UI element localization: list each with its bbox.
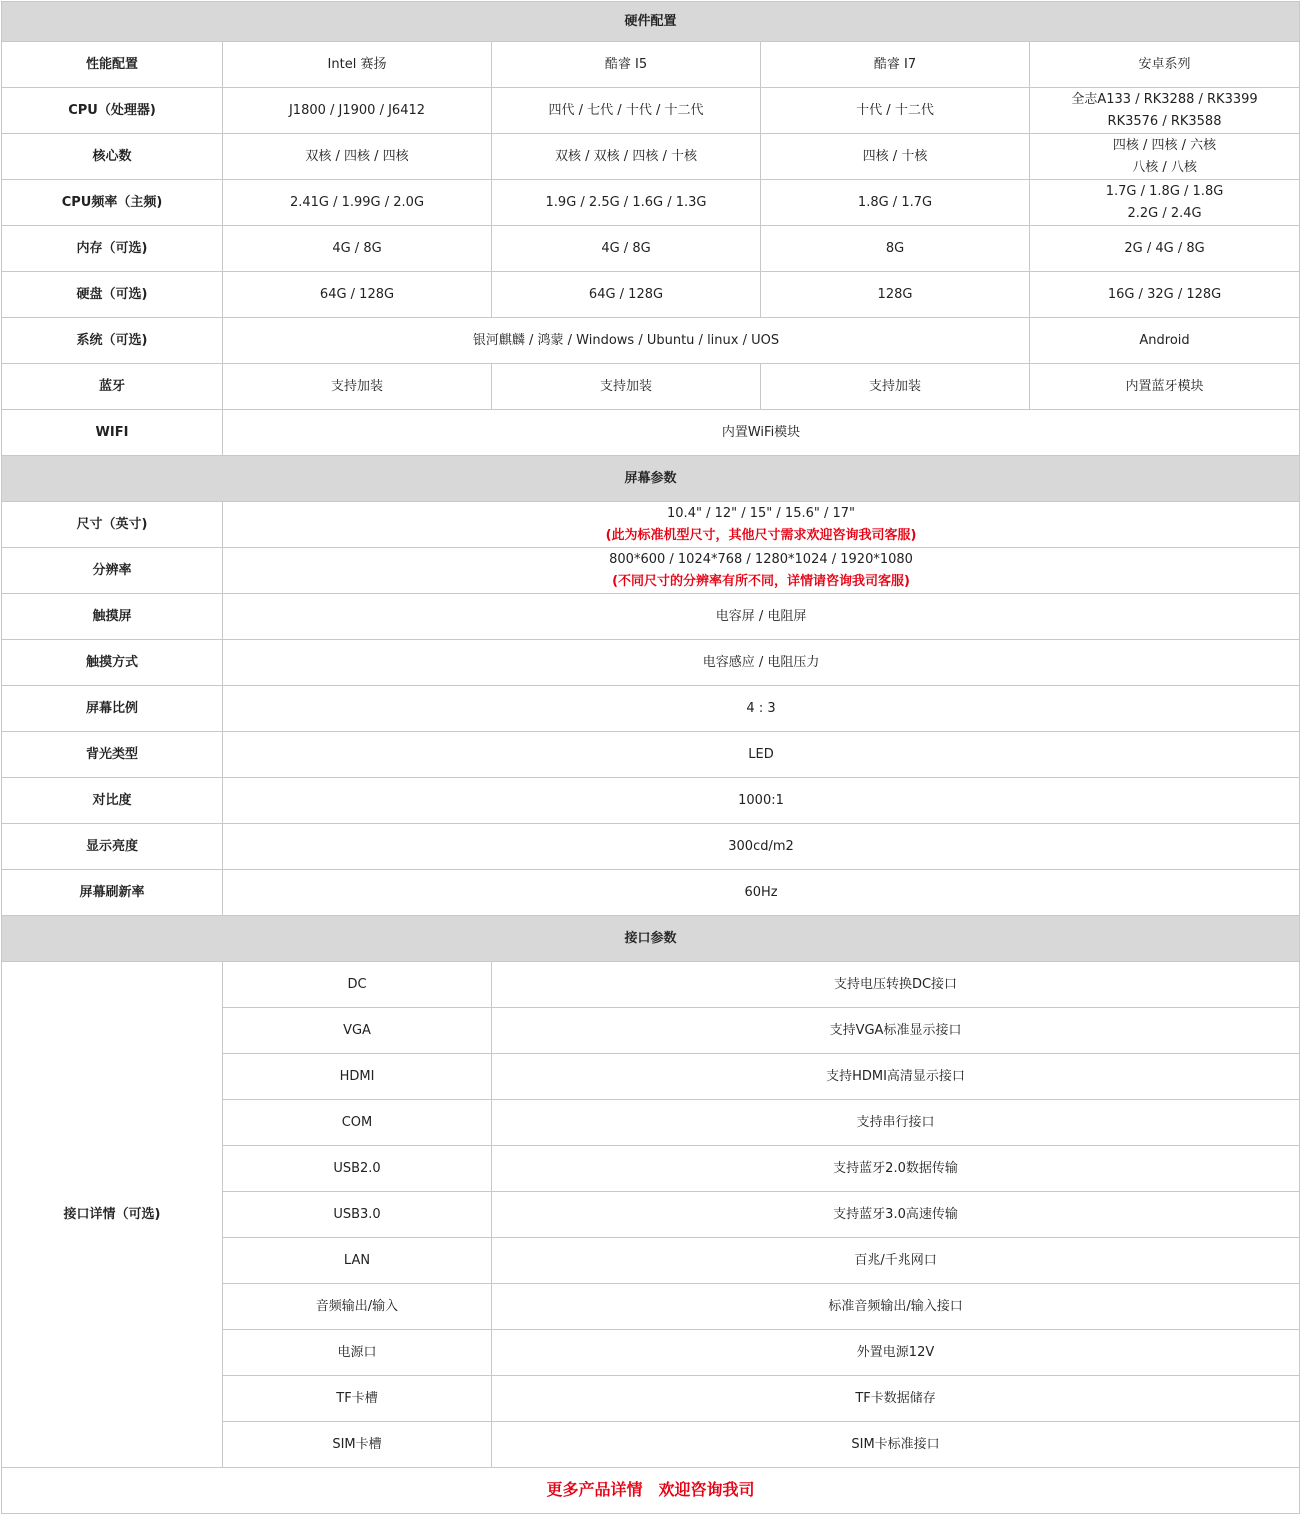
- table-row-brightness: [2, 824, 1300, 870]
- row-label: 蓝牙: [2, 364, 223, 410]
- interface-desc: 支持蓝牙2.0数据传输: [492, 1146, 1300, 1192]
- table-cell: 4 : 3: [223, 686, 1300, 732]
- cell-line: RK3576 / RK3588: [1107, 113, 1222, 129]
- interfaces-group-label: 接口详情（可选): [2, 962, 223, 1468]
- interface-desc: 支持蓝牙3.0高速传输: [492, 1192, 1300, 1238]
- row-label: 系统（可选): [2, 318, 223, 364]
- table-cell: 四核 / 十核: [761, 134, 1030, 180]
- column-header-celeron: Intel 赛扬: [223, 42, 492, 88]
- table-row-os: [2, 318, 1300, 364]
- table-row-contrast: [2, 778, 1300, 824]
- table-row-cpu: [2, 88, 1300, 134]
- resolution-note: (不同尺寸的分辨率有所不同，详情请咨询我司客服): [612, 573, 910, 589]
- row-label: 背光类型: [2, 732, 223, 778]
- table-cell: 电容屏 / 电阻屏: [223, 594, 1300, 640]
- section-title-screen: 屏幕参数: [2, 456, 1300, 502]
- interface-desc: 百兆/千兆网口: [492, 1238, 1300, 1284]
- table-cell: 双核 / 双核 / 四核 / 十核: [492, 134, 761, 180]
- table-cell: 2G / 4G / 8G: [1030, 226, 1300, 272]
- table-cell: 4G / 8G: [492, 226, 761, 272]
- interface-name: LAN: [223, 1238, 492, 1284]
- row-label: 硬盘（可选): [2, 272, 223, 318]
- table-row-memory: [2, 226, 1300, 272]
- table-cell: 2.41G / 1.99G / 2.0G: [223, 180, 492, 226]
- table-cell: 4G / 8G: [223, 226, 492, 272]
- table-row-ratio: [2, 686, 1300, 732]
- section-title-interfaces: 接口参数: [2, 916, 1300, 962]
- table-cell: 16G / 32G / 128G: [1030, 272, 1300, 318]
- row-label: 触摸方式: [2, 640, 223, 686]
- table-cell: 64G / 128G: [223, 272, 492, 318]
- table-row-cores: [2, 134, 1300, 180]
- section-row-hardware: [2, 2, 1300, 42]
- cell-line: 2.2G / 2.4G: [1127, 205, 1202, 221]
- cell-line: 800*600 / 1024*768 / 1280*1024 / 1920*1080: [609, 551, 913, 567]
- row-label: 触摸屏: [2, 594, 223, 640]
- table-row-storage: [2, 272, 1300, 318]
- row-label: CPU频率（主频): [2, 180, 223, 226]
- table-row-header: [2, 42, 1300, 88]
- interface-desc: 外置电源12V: [492, 1330, 1300, 1376]
- table-cell: 300cd/m2: [223, 824, 1300, 870]
- interface-desc: 支持电压转换DC接口: [492, 962, 1300, 1008]
- table-cell: 内置蓝牙模块: [1030, 364, 1300, 410]
- column-header-i7: 酷睿 I7: [761, 42, 1030, 88]
- interface-name: COM: [223, 1100, 492, 1146]
- cell-line: 10.4" / 12" / 15" / 15.6" / 17": [667, 505, 856, 521]
- table-cell: 电容感应 / 电阻压力: [223, 640, 1300, 686]
- row-label: 尺寸（英寸): [2, 502, 223, 548]
- table-cell: 1000:1: [223, 778, 1300, 824]
- row-label: 性能配置: [2, 42, 223, 88]
- table-cell: [1030, 134, 1300, 180]
- table-cell: [223, 502, 1300, 548]
- interface-desc: SIM卡标准接口: [492, 1422, 1300, 1468]
- row-label: 显示亮度: [2, 824, 223, 870]
- table-row-frequency: [2, 180, 1300, 226]
- table-cell: 1.8G / 1.7G: [761, 180, 1030, 226]
- table-cell: 银河麒麟 / 鸿蒙 / Windows / Ubuntu / linux / UOS: [223, 318, 1030, 364]
- interface-name: HDMI: [223, 1054, 492, 1100]
- table-row-interface: [2, 962, 1300, 1008]
- table-row-wifi: [2, 410, 1300, 456]
- section-row-screen: [2, 456, 1300, 502]
- table-row-refresh: [2, 870, 1300, 916]
- row-label: 对比度: [2, 778, 223, 824]
- footer-row: [2, 1468, 1300, 1514]
- table-cell: 128G: [761, 272, 1030, 318]
- table-cell: 支持加装: [761, 364, 1030, 410]
- interface-name: USB2.0: [223, 1146, 492, 1192]
- table-cell: [223, 548, 1300, 594]
- row-label: CPU（处理器): [2, 88, 223, 134]
- table-row-resolution: [2, 548, 1300, 594]
- row-label: 内存（可选): [2, 226, 223, 272]
- interface-desc: 标准音频输出/输入接口: [492, 1284, 1300, 1330]
- row-label: 屏幕刷新率: [2, 870, 223, 916]
- interface-name: 电源口: [223, 1330, 492, 1376]
- cell-line: 八核 / 八核: [1132, 159, 1197, 175]
- table-cell: 支持加装: [223, 364, 492, 410]
- interface-desc: 支持VGA标准显示接口: [492, 1008, 1300, 1054]
- table-cell: [1030, 88, 1300, 134]
- interface-name: 音频输出/输入: [223, 1284, 492, 1330]
- row-label: WIFI: [2, 410, 223, 456]
- footer-cell: [2, 1468, 1300, 1514]
- column-header-i5: 酷睿 I5: [492, 42, 761, 88]
- row-label: 分辨率: [2, 548, 223, 594]
- table-cell: 支持加装: [492, 364, 761, 410]
- interface-desc: 支持HDMI高清显示接口: [492, 1054, 1300, 1100]
- table-cell: 1.9G / 2.5G / 1.6G / 1.3G: [492, 180, 761, 226]
- table-cell: 四代 / 七代 / 十代 / 十二代: [492, 88, 761, 134]
- cell-line: 1.7G / 1.8G / 1.8G: [1105, 183, 1224, 199]
- section-row-interfaces: [2, 916, 1300, 962]
- row-label: 核心数: [2, 134, 223, 180]
- size-note: (此为标准机型尺寸，其他尺寸需求欢迎咨询我司客服): [605, 527, 917, 543]
- table-row-bluetooth: [2, 364, 1300, 410]
- table-cell: 十代 / 十二代: [761, 88, 1030, 134]
- interface-desc: 支持串行接口: [492, 1100, 1300, 1146]
- footer-text: [547, 1480, 755, 1499]
- table-row-backlight: [2, 732, 1300, 778]
- table-cell: LED: [223, 732, 1300, 778]
- table-row-size: [2, 502, 1300, 548]
- footer-text-contact: 欢迎咨询我司: [658, 1479, 755, 1499]
- table-cell: 60Hz: [223, 870, 1300, 916]
- table-cell: 8G: [761, 226, 1030, 272]
- interface-desc: TF卡数据储存: [492, 1376, 1300, 1422]
- interface-name: USB3.0: [223, 1192, 492, 1238]
- spec-table: [1, 1, 1300, 1514]
- table-cell: J1800 / J1900 / J6412: [223, 88, 492, 134]
- interface-name: VGA: [223, 1008, 492, 1054]
- row-label: 屏幕比例: [2, 686, 223, 732]
- table-cell: Android: [1030, 318, 1300, 364]
- interface-name: DC: [223, 962, 492, 1008]
- cell-line: 全志A133 / RK3288 / RK3399: [1071, 91, 1258, 107]
- interface-name: TF卡槽: [223, 1376, 492, 1422]
- table-cell: 64G / 128G: [492, 272, 761, 318]
- table-row-touch: [2, 594, 1300, 640]
- table-row-touch-mode: [2, 640, 1300, 686]
- table-cell: 双核 / 四核 / 四核: [223, 134, 492, 180]
- footer-text-more: 更多产品详情: [546, 1479, 643, 1499]
- table-cell: [1030, 180, 1300, 226]
- cell-line: 四核 / 四核 / 六核: [1112, 137, 1217, 153]
- column-header-android: 安卓系列: [1030, 42, 1300, 88]
- section-title-hardware: 硬件配置: [2, 2, 1300, 42]
- table-cell: 内置WiFi模块: [223, 410, 1300, 456]
- interface-name: SIM卡槽: [223, 1422, 492, 1468]
